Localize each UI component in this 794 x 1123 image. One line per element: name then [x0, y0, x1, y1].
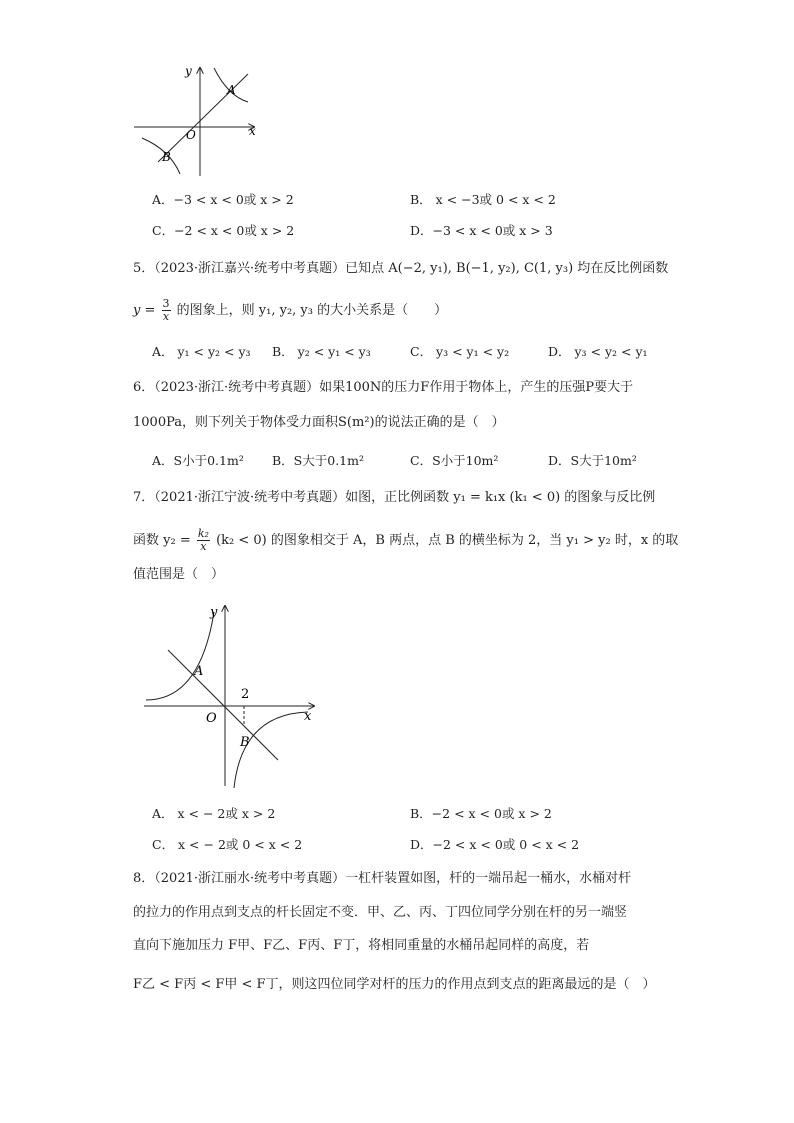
point-b-label: B — [162, 150, 171, 164]
q7-stem-line-3: 值范围是（ ） — [133, 567, 225, 582]
q6-option-a[interactable]: A．S小于0.1m² — [152, 453, 244, 468]
x-axis-label: x — [304, 709, 312, 724]
q5-fraction-denominator: x — [162, 310, 170, 323]
q5-stem-line-2 — [133, 298, 447, 323]
linear-function-line — [168, 650, 278, 760]
point-a-label: A — [194, 664, 204, 679]
q5-option-a[interactable]: A． y₁ < y₂ < y₃ — [152, 344, 251, 359]
figure-q7-graph — [138, 600, 328, 790]
q7-fraction-numerator: k₂ — [197, 527, 209, 540]
q6-option-c[interactable]: C．S小于10m² — [410, 453, 499, 468]
q8-stem-line-2: 的拉力的作用点到支点的杆长固定不变．甲、乙、丙、丁四位同学分别在杆的另一端竖 — [133, 905, 628, 920]
origin-label: O — [186, 128, 196, 142]
q6-stem-line-2: 1000Pa，则下列关于物体受力面积S(m²)的说法正确的是（ ） — [133, 415, 505, 430]
q5-option-d[interactable]: D． y₃ < y₂ < y₁ — [548, 344, 648, 359]
q5-option-c[interactable]: C． y₃ < y₁ < y₂ — [410, 344, 510, 359]
q6-option-b[interactable]: B．S大于0.1m² — [272, 453, 364, 468]
q5-fraction — [162, 298, 171, 323]
q7-stem-suffix: (k₂ < 0) 的图象相交于 A，B 两点，点 B 的横坐标为 2，当 y₁ > y₂ 时，x 的取 — [216, 533, 679, 548]
q5-stem-line-1: 5．（2023·浙江嘉兴·统考中考真题）已知点 A(−2, y₁), B(−1, y₂), C(1, y₃) 均在反比例函数 — [133, 261, 669, 276]
q7-option-c[interactable]: C． x < − 2或 0 < x < 2 — [152, 837, 303, 852]
q4-option-b[interactable]: B． x < −3或 0 < x < 2 — [410, 192, 556, 207]
q8-stem-line-1: 8．（2021·浙江丽水·统考中考真题）一杠杆装置如图，杆的一端吊起一桶水，水桶对杆 — [133, 871, 632, 886]
q7-stem-line-2 — [133, 528, 678, 553]
q7-option-b[interactable]: B．−2 < x < 0或 x > 2 — [410, 806, 552, 821]
tick-label-2: 2 — [241, 687, 250, 702]
q4-option-a[interactable]: A．−3 < x < 0或 x > 2 — [152, 192, 294, 207]
q7-fraction-denominator: x — [200, 540, 207, 553]
q5-option-b[interactable]: B． y₂ < y₁ < y₃ — [272, 344, 371, 359]
q8-stem-line-4: F乙 < F丙 < F甲 < F丁，则这四位同学对杆的压力的作用点到支点的距离最远的是（ ） — [133, 977, 656, 992]
q6-stem-line-1: 6．（2023·浙江·统考中考真题）如果100N的压力F作用于物体上，产生的压强P要大于 — [133, 380, 634, 395]
hyperbola-branch-fourth-quadrant — [234, 712, 308, 788]
q7-option-a[interactable]: A． x < − 2或 x > 2 — [152, 806, 276, 821]
hyperbola-branch-third-quadrant — [142, 138, 180, 174]
q7-option-d[interactable]: D．−2 < x < 0或 0 < x < 2 — [410, 837, 580, 852]
hyperbola-branch-second-quadrant — [146, 612, 214, 700]
y-axis-label: y — [210, 605, 218, 620]
q7-func-prefix: 函数 y₂ = — [133, 533, 191, 548]
q7-fraction — [197, 528, 210, 553]
q5-stem-suffix: 的图象上，则 y₁, y₂, y₃ 的大小关系是（ ） — [176, 303, 448, 318]
q5-fraction-numerator: 3 — [162, 297, 170, 310]
y-axis-label: y — [185, 64, 192, 78]
origin-label: O — [206, 711, 217, 726]
q4-option-d[interactable]: D．−3 < x < 0或 x > 3 — [410, 223, 553, 238]
point-a-label: A — [227, 83, 236, 97]
q5-func-prefix: y = — [133, 303, 156, 318]
q7-stem-line-1: 7．（2021·浙江宁波·统考中考真题）如图，正比例函数 y₁ = k₁x (k₁ < 0) 的图象与反比例 — [133, 490, 656, 505]
figure-q4-graph — [128, 64, 268, 179]
q8-stem-line-3: 直向下施加压力 F甲、F乙、F丙、F丁，将相同重量的水桶吊起同样的高度，若 — [133, 938, 590, 953]
q4-option-c[interactable]: C．−2 < x < 0或 x > 2 — [152, 223, 295, 238]
q6-option-d[interactable]: D．S大于10m² — [548, 453, 637, 468]
point-b-label: B — [240, 735, 250, 750]
x-axis-label: x — [249, 124, 256, 138]
